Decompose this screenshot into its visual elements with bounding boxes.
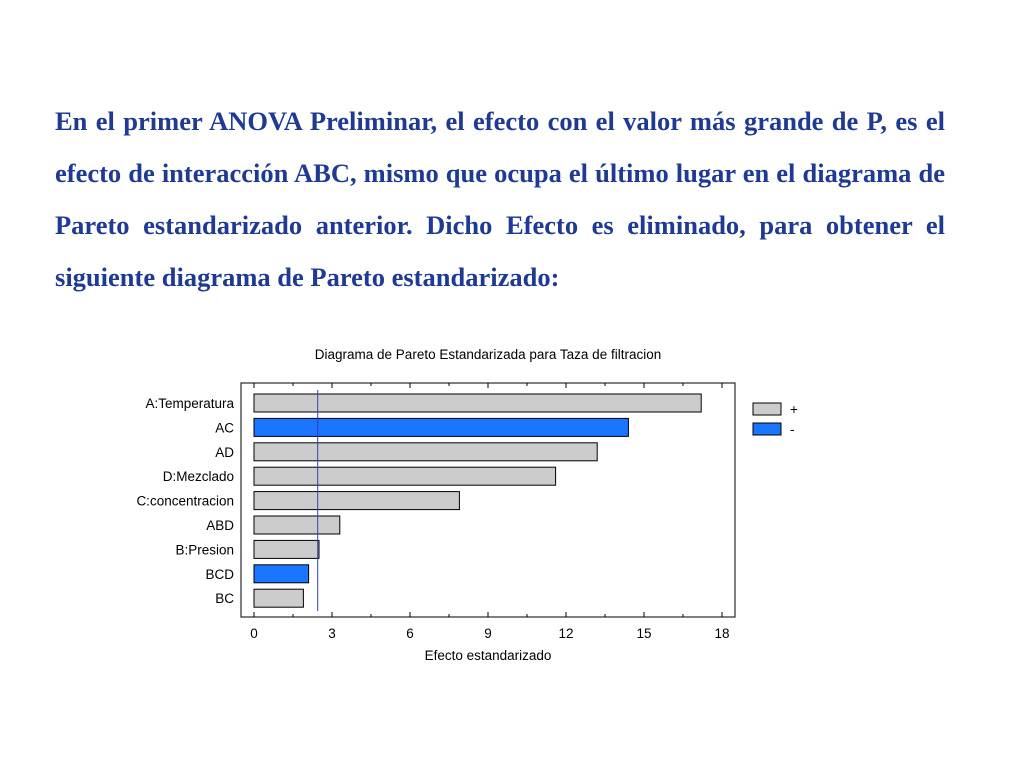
bar-bcd — [254, 565, 309, 583]
legend-swatch — [753, 403, 781, 415]
bar-c-concentracion — [254, 492, 459, 510]
chart-title: Diagrama de Pareto Estandarizada para Taza de filtracion — [314, 347, 662, 362]
legend-label: + — [790, 402, 798, 417]
legend — [753, 402, 798, 437]
x-tick-label: 12 — [558, 626, 574, 641]
category-label: C:concentracion — [136, 493, 234, 509]
bar-bc — [254, 589, 303, 607]
bar-d-mezclado — [254, 467, 556, 485]
bar-abd — [254, 516, 340, 534]
category-label: AD — [215, 444, 234, 460]
bar-ad — [254, 443, 597, 461]
x-axis-tick-labels — [250, 626, 729, 641]
category-label: D:Mezclado — [162, 469, 234, 485]
explanation-paragraph: En el primer ANOVA Preliminar, el efecto con el valor más grande de P, es el efecto de interacción ABC, mismo que ocupa el último lugar en el diagrama de Pareto estandarizado anterior. Dicho Efecto es eliminado, para obtener el siguiente diagrama de Pareto estandarizado: — [55, 106, 945, 292]
legend-swatch — [753, 423, 781, 435]
category-label: BCD — [205, 566, 234, 582]
category-label: A:Temperatura — [145, 396, 234, 411]
category-label: AC — [215, 420, 234, 436]
category-label: BC — [215, 591, 234, 607]
x-tick-label: 15 — [636, 626, 652, 641]
category-label: B:Presion — [175, 542, 234, 558]
bar-a-temperatura — [254, 394, 701, 412]
x-tick-label: 18 — [714, 626, 730, 641]
category-label: ABD — [206, 518, 234, 533]
x-tick-label: 0 — [250, 626, 258, 641]
bar-ac — [254, 418, 628, 436]
x-axis-title: Efecto estandarizado — [424, 648, 552, 663]
legend-label: - — [790, 422, 795, 437]
x-tick-label: 3 — [328, 626, 336, 641]
x-tick-label: 9 — [484, 626, 492, 641]
bar-b-presion — [254, 540, 319, 558]
y-axis-labels — [136, 396, 234, 606]
x-tick-label: 6 — [406, 626, 414, 641]
